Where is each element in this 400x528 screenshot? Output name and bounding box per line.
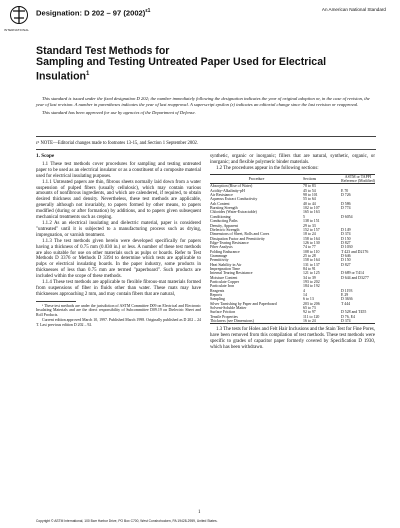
cell-sections: 74 to 77 xyxy=(303,245,316,250)
cell-sections: 138 to 151 xyxy=(303,219,320,224)
cell-procedure: Permittivity xyxy=(210,258,229,263)
cell-reference: D 76, E4 xyxy=(341,314,355,319)
cell-reference: T 444 xyxy=(341,301,351,306)
page-number: 1 xyxy=(198,510,201,515)
table-row xyxy=(210,319,375,324)
paragraph-1-3: 1.3 The tests for Holes and Felt Hair Inclusions and the Stain Test for Fine Pores, have been removed from this compilation of test methods. These test methods were specific to grades of capacitor paper formerly covered by Specification D 1930, which has been withdrawn. xyxy=(210,327,375,351)
cell-reference: D 3636 xyxy=(341,297,353,302)
cell-reference: D 726 xyxy=(341,193,351,198)
issuance-note xyxy=(36,96,376,119)
procedures-table xyxy=(210,174,375,325)
cell-sections: 203 to 206 xyxy=(303,301,320,306)
document-title: Standard Test Methods for Sampling and Testing Untreated Paper Used for Electrical Insulation$^1$ xyxy=(36,45,327,83)
cell-procedure: Air Resistance xyxy=(210,193,233,198)
cell-reference: D 644 and D3277 xyxy=(341,275,369,280)
cell-procedure: Conditioning xyxy=(210,214,231,219)
logo-wordmark: INTERNATIONAL xyxy=(4,28,30,32)
cell-sections: 25 to 28 xyxy=(303,253,316,258)
paragraph-continued: synthetic, organic or inorganic; fillers that are natural, synthetic, organic, or inorganic; and flexible polymeric binder materials. xyxy=(210,154,375,165)
cell-sections: 4 xyxy=(303,288,305,293)
cell-sections: 158 to 164 xyxy=(303,236,320,241)
cell-sections: 108 to 110 xyxy=(303,249,320,254)
cell-procedure: Dielectric Strength xyxy=(210,227,240,232)
cell-procedure: Bursting Strength xyxy=(210,206,238,211)
cell-procedure: Tensile Properties xyxy=(210,314,238,319)
cell-reference: E 70 xyxy=(341,188,349,193)
issuance-paragraph: This standard is issued under the fixed designation D 202; the number immediately following the designation indicates the year of original adoption or, in the case of revision, the year of last revision. A number in parentheses indicates the year of last reapproval. A superscript epsilon (ε) indicates an editorial change since the last revision or reapproval. xyxy=(36,96,370,107)
cell-procedure: Density, Apparent xyxy=(210,223,239,228)
right-column xyxy=(210,154,375,351)
cell-procedure: Dimensions of Sheet, Rolls and Cores xyxy=(210,232,270,237)
cell-reference: D 1193 xyxy=(341,288,353,293)
cell-procedure: Moisture Content xyxy=(210,275,238,280)
cell-reference: D 774 xyxy=(341,206,351,211)
cell-sections: 158 to 164 xyxy=(303,258,320,263)
paragraph-1-1-3: 1.1.3 The test methods given herein were developed specifically for papers having a thickness of 0.75 mm (0.030 in.) or less. A number of these test methods are also suitable for use on other materials such as pulps or boards. Refer to Test Methods D 3376 or Methods D 3394 to determine which tests are applicable to pulps or electrical insulating boards. In the paper industry, some products in thicknesses of less than 0.75 mm are termed "paperboard". Such products are included within the scope of these methods. xyxy=(36,238,201,280)
paragraph-1-2: 1.2 The procedures appear in the following sections: xyxy=(216,165,319,171)
cell-procedure: Heat Stability in Air xyxy=(210,262,242,267)
cell-procedure: Thickness (see Dimensions) xyxy=(210,319,303,324)
cell-sections: 165 to 163 xyxy=(303,210,320,215)
cell-procedure: Internal Tearing Resistance xyxy=(210,271,253,276)
cell-reference: D 827 xyxy=(341,262,351,267)
cell-procedure: Particulate Iron xyxy=(210,284,235,289)
column-header-reference: ASTM or TAPPI Reference (Modified) xyxy=(341,174,375,184)
cell-sections: 126 to 130 xyxy=(303,240,320,245)
cell-reference: T 423 and D2176 xyxy=(341,249,369,254)
divider xyxy=(36,136,376,137)
cell-reference: D 374 xyxy=(341,232,351,237)
cell-sections: 29 to 33 xyxy=(303,223,316,228)
cell-reference: D 689 or T414 xyxy=(341,271,364,276)
cell-procedure: Solvent-Soluble Matter xyxy=(210,306,247,311)
cell-reference: D 1030 xyxy=(341,245,353,250)
paragraph-1-1-4: 1.1.4 These test methods are applicable to flexible fibrous-mat materials formed from suspensions of fiber in fluids other than water. These mats may have thicknesses approaching 2 mm, and may contain fibers that are natural, xyxy=(36,280,201,297)
divider xyxy=(36,149,376,150)
cell-reference: D 150 xyxy=(341,258,351,263)
cell-procedure: Surface Friction xyxy=(210,310,236,315)
cell-sections: 14 xyxy=(303,293,307,297)
footnote-1: ¹ These test methods are under the jurisdiction of ASTM Committee D09 on Electrical and Electronic Insulating Materials and are the direct responsibility of Subcommittee D09.19 on Dielectric Sheet and Roll Products. xyxy=(36,303,201,318)
cell-reference: D 150 xyxy=(341,236,351,241)
cell-sections: 34 to 39 xyxy=(303,275,316,280)
paragraph-1-1-2: 1.1.2 As an electrical insulating and dielectric material, paper is considered "untreated" until it is subjected to a manufacturing process such as drying, impregnation, or varnish treatment. xyxy=(36,220,201,238)
section-heading-scope: 1. Scope xyxy=(36,153,55,159)
cell-reference: D 586 xyxy=(341,201,351,206)
astm-logo-icon xyxy=(10,5,28,27)
column-header-procedure: Procedure xyxy=(210,174,303,184)
cell-sections: 84 to 91 xyxy=(303,266,316,271)
cell-procedure: Chlorides (Water-Extractable) xyxy=(210,210,257,215)
cell-sections: 45 to 54 xyxy=(303,188,316,193)
cell-procedure: Conducting Paths xyxy=(210,219,238,224)
cell-procedure: Silver Tarnishing by Paper and Paperboard xyxy=(210,301,277,306)
cell-procedure: Absorption (Rise of Water) xyxy=(210,184,253,189)
cell-sections: 40 to 44 xyxy=(303,201,316,206)
cell-sections: 65 to 73 xyxy=(303,306,316,311)
cell-reference: D 646 xyxy=(341,253,351,258)
copyright-footer: Copyright © ASTM International, 100 Barr Harbor Drive, PO Box C700, West Conshohocken, PA 19428-2959, United States. xyxy=(36,519,218,523)
paragraph-1-1: 1.1 These test methods cover procedures for sampling and testing untreated paper to be used as an electrical insulator or as a constituent of a composite material used for electrical insulating purposes. xyxy=(36,161,201,179)
editorial-note: ε¹ NOTE—Editorial changes made to footnotes 13-15, and Section 1 September 2002. xyxy=(36,141,199,146)
cell-sections: 102 to 107 xyxy=(303,206,320,211)
cell-sections: 55 to 64 xyxy=(303,197,316,202)
cell-procedure: Reports xyxy=(210,293,223,297)
cell-sections: 152 to 157 xyxy=(303,227,320,232)
cell-procedure: Dissipation Factor and Permittivity xyxy=(210,236,265,241)
cell-reference: D 528 and T455 xyxy=(341,310,367,315)
cell-procedure: Grammage xyxy=(210,253,228,258)
cell-sections: 98 to 101 xyxy=(303,193,318,198)
cell-procedure: Aqueous Extract Conductivity xyxy=(210,197,258,202)
cell-reference: E 29 xyxy=(341,293,349,297)
dod-approval: This standard has been approved for use by agencies of the Department of Defense. xyxy=(42,110,196,116)
cell-procedure: Edge-Tearing Resistance xyxy=(210,240,249,245)
cell-procedure: Impregnation Time xyxy=(210,266,240,271)
cell-procedure: Reagents xyxy=(210,288,225,293)
left-column xyxy=(36,154,201,327)
cell-sections: 193 to 202 xyxy=(303,279,320,284)
cell-reference: D 374 xyxy=(341,319,375,324)
designation: Designation: D 202 – 97 $(2002)^{\varepsilon 1}$ xyxy=(36,8,151,18)
cell-sections: 6 to 13 xyxy=(303,297,314,302)
column-header-sections: Sections xyxy=(303,174,341,184)
procedures-table-body xyxy=(210,184,375,324)
cell-sections: 111 to 120 xyxy=(303,314,320,319)
cell-procedure: Particulate Copper xyxy=(210,279,240,284)
american-national-standard-label: An American National Standard xyxy=(321,7,386,12)
cell-reference: D 149 xyxy=(341,227,351,232)
paragraph-1-1-1: 1.1.1 Untreated papers are thin, fibrous sheets normally laid down from a water suspension of pulped fibers (usually cellulosic), which may contain various amounts of nonfibrous ingredients, and which are calendered, if required, to obtain desired thickness and density. Nevertheless, these test methods are applicable, generally although not invariably, to papers formed by other means, to papers modified (during or after formation) by additions, and to papers given subsequent mechanical treatments such as creping. xyxy=(36,179,201,221)
cell-sections: 78 to 83 xyxy=(303,184,316,189)
cell-sections: 121 to 125 xyxy=(303,271,320,276)
cell-sections: 18 to 24 xyxy=(303,232,316,237)
cell-sections: 184 to 192 xyxy=(303,284,320,289)
cell-procedure: Folding Endurance xyxy=(210,249,240,254)
cell-reference: D 6054 xyxy=(341,214,353,219)
cell-procedure: Sampling xyxy=(210,297,225,302)
cell-procedure: Fiber Analysis xyxy=(210,245,233,250)
cell-procedure: Acidity-Alkalinity-pH xyxy=(210,188,245,193)
cell-reference: D 827 xyxy=(341,240,351,245)
cell-sections: 92 to 97 xyxy=(303,310,316,315)
footnote-divider xyxy=(36,301,76,302)
cell-sections: 131 to 137 xyxy=(303,262,320,267)
footnote-edition: Current edition approved March 10, 1997. Published March 1998. Originally published as D 202 – 24 T. Last previous edition D 202 – 92. xyxy=(36,317,201,327)
cell-sections: 16 to 24 xyxy=(303,319,341,324)
cell-procedure: Ash Content xyxy=(210,201,230,206)
cell-sections: 5 xyxy=(303,214,305,219)
